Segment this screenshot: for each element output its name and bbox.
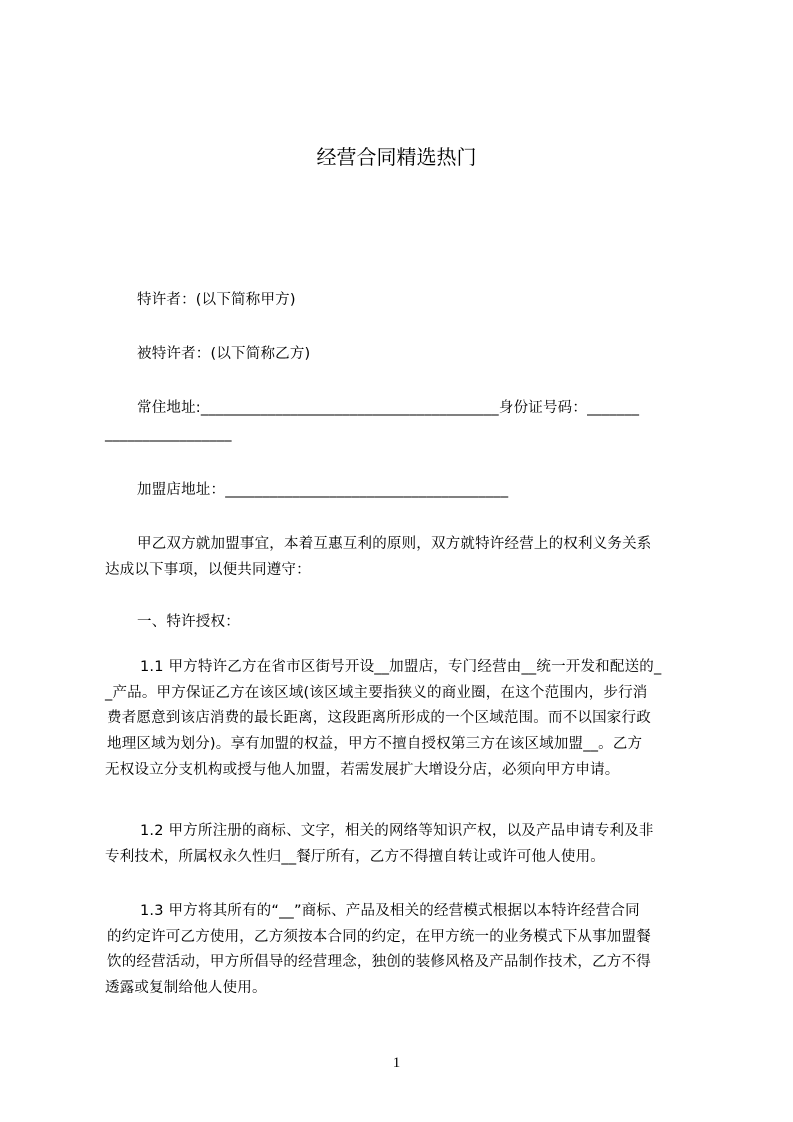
preamble-line: 甲乙双方就加盟事宜，本着互惠互利的原则，双方就特许经营上的权利义务关系 [137, 536, 652, 552]
clause-1-3-line: 饮的经营活动，甲方所倡导的经营理念，独创的装修风格及产品制作技术，乙方不得 [107, 954, 651, 970]
section-heading: 一、特许授权： [137, 614, 240, 630]
clause-1-1-line: 无权设立分支机构或授与他人加盟，若需发展扩大增设分店，必须向甲方申请。 [105, 762, 620, 778]
clause-1-2-line: 专利技术，所属权永久性归__餐厅所有，乙方不得擅自转让或许可他人使用。 [105, 849, 605, 865]
clause-1-3-line: 的约定许可乙方使用，乙方须按本合同的约定，在甲方统一的业务模式下从事加盟餐 [107, 929, 651, 945]
party-b-line: 被特许者：(以下简称乙方) [137, 346, 311, 362]
clause-1-2-line: 1.2 甲方所注册的商标、文字，相关的网络等知识产权，以及产品申请专利及非 [140, 823, 654, 839]
clause-1-1-line: _产品。甲方保证乙方在该区域(该区域主要指狭义的商业圈，在这个范围内，步行消 [105, 685, 648, 701]
store-address-line: 加盟店地址：______________________________________ [137, 482, 509, 498]
party-a-line: 特许者：(以下简称甲方) [137, 292, 296, 308]
address-line-cont: _________________ [105, 426, 232, 442]
address-line: 常住地址:________________________________________身份证号码：_______ [137, 400, 640, 416]
clause-1-3-line: 1.3 甲方将其所有的“__”商标、产品及相关的经营模式根据以本特许经营合同 [140, 903, 640, 919]
clause-1-1-line: 费者愿意到该店消费的最长距离，这段距离所形成的一个区域范围。而不以国家行政 [107, 710, 651, 726]
preamble-line: 达成以下事项，以便共同遵守： [105, 562, 311, 578]
document-title: 经营合同精选热门 [316, 145, 477, 169]
clause-1-3-line: 透露或复制给他人使用。 [105, 980, 267, 996]
clause-1-1-line: 1.1 甲方特许乙方在省市区街号开设__加盟店，专门经营由__统一开发和配送的_ [140, 659, 662, 675]
page-number: 1 [392, 1055, 401, 1071]
clause-1-1-line: 地理区域为划分)。享有加盟的权益，甲方不擅自授权第三方在该区域加盟__。乙方 [107, 736, 643, 752]
